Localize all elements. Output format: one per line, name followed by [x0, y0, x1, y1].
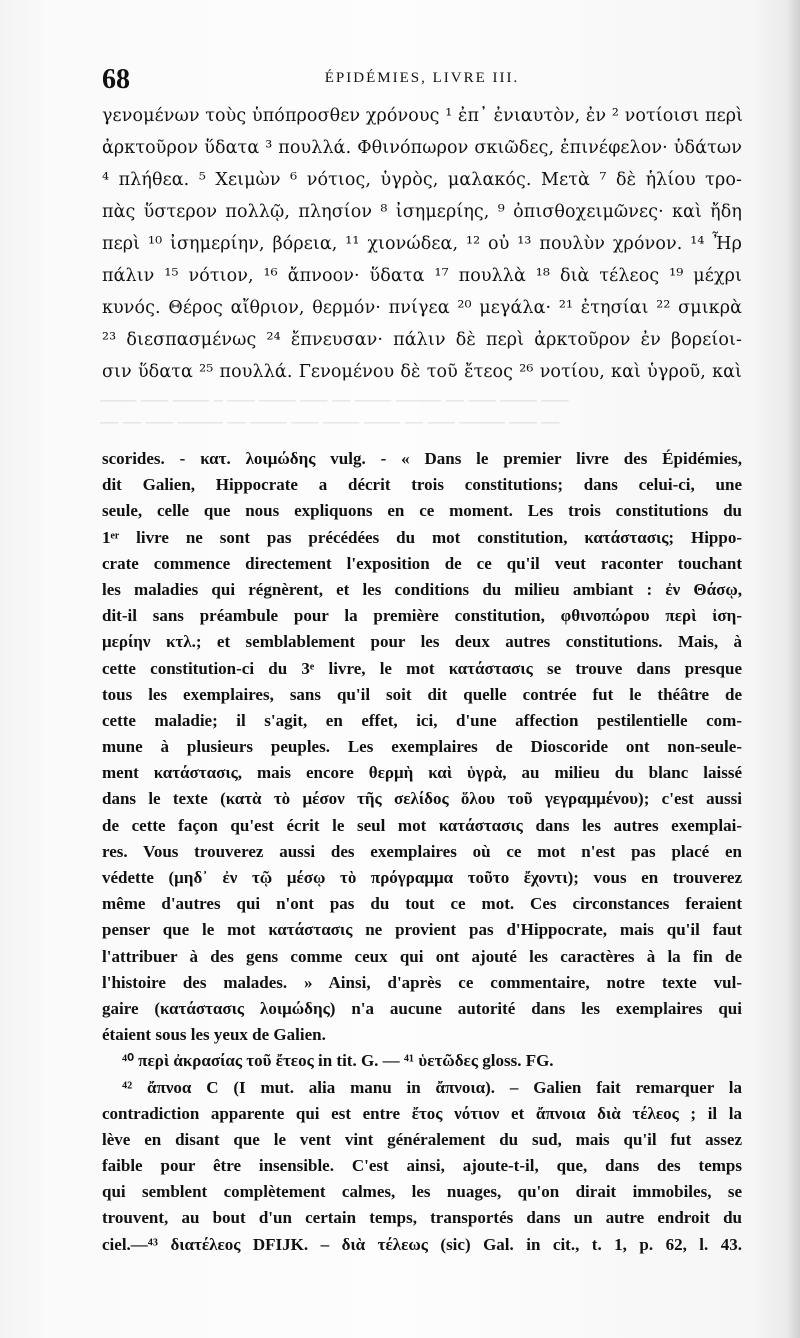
greek-main-text — [102, 100, 742, 388]
footnote-line: ⁴² ἄπνοα C (I mut. alia manu in ἄπνοια). – Galien fait remarquer la — [122, 1077, 742, 1097]
footnote-line: penser que le mot κατάστασις ne provient pas d'Hippocrate, mais qu'il faut — [102, 920, 742, 940]
footnote-line: cette constitution-ci du 3ᵉ livre, le mot κατάστασις se trouve dans presque — [102, 658, 742, 678]
greek-text-line: κυνός. Θέρος αἴθριον, θερμόν· πνίγεα ²⁰ μεγάλα· ²¹ ἐτησίαι ²² σμικρὰ — [102, 298, 742, 318]
footnote-line: res. Vous trouverez aussi des exemplaires où ce mot n'est pas placé en — [102, 841, 742, 861]
greek-text-line: ⁴ πλήθεα. ⁵ Χειμὼν ⁶ νότιος, ὑγρὸς, μαλακός. Μετὰ ⁷ δὲ ἡλίου τρο- — [102, 170, 742, 190]
footnote-line: ⁴⁰ περὶ ἀκρασίας τοῦ ἔτεος in tit. G. — ⁴¹ ὑετῶδες gloss. FG. — [122, 1051, 554, 1071]
footnote-line: védette (μηδ᾽ ἐν τῷ μέσῳ τὸ πρόγραμμα τοῦτο ἔχοντι); vous en trouverez — [102, 868, 742, 887]
footnote-line: l'attribuer à des gens comme ceux qui ont ajouté les caractères à la fin de — [102, 946, 742, 966]
greek-text-line: ²³ διεσπασμένως ²⁴ ἔπνευσαν· πάλιν δὲ περὶ ἀρκτοῦρον ἐν βορείοι- — [102, 330, 742, 350]
footnote-line: dit Galien, Hippocrate a décrit trois constitutions; dans celui-ci, une — [102, 475, 742, 495]
footnote-line: qui semblent complètement calmes, les nuages, qu'on dirait immobiles, se — [102, 1182, 742, 1202]
greek-text-line: ἀρκτοῦρον ὕδατα ³ πουλλά. Φθινόπωρον σκιῶδες, ἐπινέφελον· ὑδάτων — [102, 138, 742, 158]
footnote-line: ment κατάστασις, mais encore θερμὴ καὶ ὑγρὰ, au milieu du blanc laissé — [102, 763, 742, 783]
footnote-line: gaire (κατάστασις λοιμώδης) n'a aucune autorité dans les exemplaires qui — [102, 998, 742, 1018]
greek-text-line: πὰς ὕστερον πολλῷ, πλησίον ⁸ ἰσημερίης, ⁹ ὀπισθοχειμῶνες· καὶ ἤδη — [102, 202, 742, 222]
footnote-line: crate commence directement l'exposition de ce qu'il veut raconter touchant — [102, 553, 742, 573]
page-header — [102, 64, 742, 96]
footnote-line: dit-il sans préambule pour la première constitution, φθινοπώρου περὶ ἰση- — [102, 606, 742, 626]
footnote-line: mune à plusieurs peuples. Les exemplaires de Dioscoride ont non-seule- — [102, 737, 742, 757]
running-head: ÉPIDÉMIES, LIVRE III. — [324, 70, 520, 86]
footnote-line: cette maladie; il s'agit, en effet, ici, d'une affection pestilentielle com- — [102, 710, 742, 730]
footnote-line: scorides. - κατ. λοιμώδης vulg. - « Dans le premier livre des Épidémies, — [102, 449, 742, 468]
footnote-line: contradiction apparente qui est entre ἔτος νότιον et ἄπνοια διὰ τέλεος ; il la — [102, 1103, 742, 1123]
greek-text-line: γενομένων τοὺς ὑπόπροσθεν χρόνους ¹ ἐπ᾽ ἐνιαυτὸν, ἐν ² νοτίοισι περὶ — [102, 106, 744, 126]
footnote-line: faible pour être insensible. C'est ainsi, ajoute-t-il, que, dans des temps — [102, 1156, 742, 1176]
page-edge-shadow — [786, 0, 800, 1338]
footnote-line: étaient sous les yeux de Galien. — [102, 1025, 326, 1045]
footnote-line: l'histoire des malades. » Ainsi, d'après ce commentaire, notre texte vul- — [102, 972, 742, 992]
bleed-through-texture: ──── ─── ──── ─ ─── ──── ─── ── ──── ───── ── ─── ──── ─── ── ── ─── ───── ── ──── ─── ──── ──── ── ─── ───── ─── ── — [100, 392, 569, 432]
footnote-line: lève en disant que le vent vint généralement du sud, mais qu'il fut assez — [102, 1129, 742, 1149]
footnote-line: μερίην κτλ.; et semblablement pour les deux autres constitutions. Mais, à — [102, 632, 742, 652]
greek-text-line: πάλιν ¹⁵ νότιον, ¹⁶ ἄπνοον· ὕδατα ¹⁷ πουλλὰ ¹⁸ διὰ τέλεος ¹⁹ μέχρι — [102, 266, 742, 286]
footnote-line: les maladies qui régnèrent, et les conditions du milieu ambiant : ἐν Θάσῳ, — [102, 579, 742, 599]
greek-text-line: περὶ ¹⁰ ἰσημερίην, βόρεια, ¹¹ χιονώδεα, ¹² οὐ ¹³ πουλὺν χρόνον. ¹⁴ Ἦρ — [102, 234, 742, 254]
footnote-line: tous les exemplaires, sans qu'il soit dit quelle contrée fut le théâtre de — [102, 684, 742, 704]
footnote-line: trouvent, au bout d'un certain temps, transportés dans un autre endroit du — [102, 1208, 742, 1228]
page-number: 68 — [102, 64, 130, 95]
footnote-line: même d'autres qui n'ont pas du tout ce mot. Ces circonstances feraient — [102, 894, 742, 914]
footnote-line: de cette façon qu'est écrit le seul mot κατάστασις dans les autres exemplai- — [102, 815, 742, 835]
footnote-line: 1ᵉʳ livre ne sont pas précédées du mot constitution, κατάστασις; Hippo- — [102, 527, 742, 547]
footnote-line: seule, celle que nous expliquons en ce moment. Les trois constitutions du — [102, 501, 742, 521]
greek-text-line: σιν ὕδατα ²⁵ πουλλά. Γενομένου δὲ τοῦ ἔτεος ²⁶ νοτίου, καὶ ὑγροῦ, καὶ — [102, 362, 742, 382]
footnotes — [102, 446, 742, 1258]
footnote-line: dans le texte (κατὰ τὸ μέσον τῆς σελίδος ὅλου τοῦ γεγραμμένου); c'est aussi — [102, 789, 742, 809]
footnote-line: ciel.—⁴³ διατέλεος DFIJK. – διὰ τέλεως (sic) Gal. in cit., t. 1, p. 62, l. 43. — [102, 1234, 742, 1254]
